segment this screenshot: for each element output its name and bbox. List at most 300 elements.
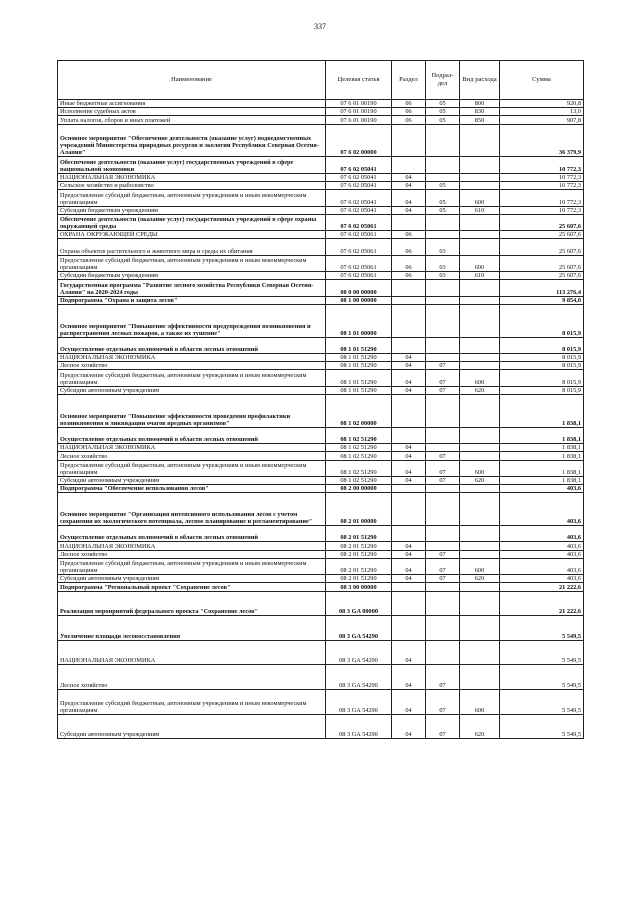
row-exp-type: 620 <box>460 476 500 484</box>
row-code: 07 6 02 05041 <box>326 157 392 173</box>
row-sum: 8 015,9 <box>500 370 584 386</box>
row-section <box>392 304 426 337</box>
row-sum: 13,0 <box>500 108 584 116</box>
header-code: Целевая статья <box>326 61 392 100</box>
row-code: 08 0 00 00000 <box>326 280 392 296</box>
row-code: 08 2 01 51290 <box>326 550 392 558</box>
row-name: Субсидии бюджетным учреждениям <box>58 272 326 280</box>
row-exp-type <box>460 485 500 493</box>
row-subsection <box>426 214 460 230</box>
row-sum: 5 549,5 <box>500 616 584 641</box>
row-code: 07 6 02 05041 <box>326 173 392 181</box>
row-exp-type: 620 <box>460 386 500 394</box>
row-sum: 1 838,1 <box>500 394 584 427</box>
row-code: 08 1 02 51290 <box>326 476 392 484</box>
row-sum: 403,6 <box>500 542 584 550</box>
row-name: Обеспечение деятельности (оказание услуг) государственных учреждений в сфере национальной экономики <box>58 157 326 173</box>
row-name: Основное мероприятие "Повышение эффективности проведения профилактики возникновения и ликвидации очагов вредных организмов" <box>58 394 326 427</box>
table-row <box>58 558 584 574</box>
table-row <box>58 460 584 476</box>
row-exp-type: 600 <box>460 370 500 386</box>
row-sum: 1 838,1 <box>500 427 584 443</box>
table-row <box>58 190 584 206</box>
row-exp-type: 800 <box>460 100 500 108</box>
table-row <box>58 550 584 558</box>
table-row <box>58 296 584 304</box>
row-code: 07 6 02 05061 <box>326 272 392 280</box>
row-code: 07 6 02 05041 <box>326 181 392 189</box>
header-name: Наименование <box>58 61 326 100</box>
row-code: 07 6 02 05061 <box>326 239 392 255</box>
table-row <box>58 386 584 394</box>
row-section <box>392 214 426 230</box>
row-subsection <box>426 304 460 337</box>
row-exp-type: 850 <box>460 116 500 124</box>
row-sum: 403,6 <box>500 558 584 574</box>
row-subsection: 05 <box>426 116 460 124</box>
row-sum: 1 838,1 <box>500 476 584 484</box>
row-name: Основное мероприятие "Повышение эффективности предупреждения возникновения и распространения лесных пожаров, а также их тушение" <box>58 304 326 337</box>
table-row <box>58 427 584 443</box>
row-exp-type: 620 <box>460 714 500 739</box>
row-name: НАЦИОНАЛЬНАЯ ЭКОНОМИКА <box>58 640 326 665</box>
row-name: Предоставление субсидий бюджетным, автономным учреждениям и иным некоммерческим организациям <box>58 558 326 574</box>
row-name: Субсидии автономным учреждениям <box>58 476 326 484</box>
row-section: 04 <box>392 354 426 362</box>
row-code: 08 3 GA 54290 <box>326 690 392 715</box>
row-name: Подпрограмма "Охрана и защита лесов" <box>58 296 326 304</box>
row-code: 07 6 02 05041 <box>326 206 392 214</box>
row-code: 07 6 01 00190 <box>326 116 392 124</box>
row-subsection <box>426 173 460 181</box>
row-section: 04 <box>392 181 426 189</box>
table-row <box>58 255 584 271</box>
table-row <box>58 280 584 296</box>
row-section: 06 <box>392 231 426 239</box>
row-code: 08 1 02 51290 <box>326 460 392 476</box>
table-row <box>58 108 584 116</box>
row-section: 06 <box>392 239 426 255</box>
table-row <box>58 493 584 526</box>
table-header-row <box>58 61 584 100</box>
row-name: Лесное хозяйство <box>58 452 326 460</box>
row-sum: 1 838,1 <box>500 452 584 460</box>
row-code: 07 6 01 00190 <box>326 108 392 116</box>
row-name: Лесное хозяйство <box>58 665 326 690</box>
row-subsection: 05 <box>426 190 460 206</box>
row-sum: 907,8 <box>500 116 584 124</box>
table-row <box>58 444 584 452</box>
table-row <box>58 337 584 353</box>
row-subsection <box>426 296 460 304</box>
row-code: 08 1 01 00000 <box>326 304 392 337</box>
header-exp-type: Вид расхода <box>460 61 500 100</box>
row-name: Предоставление субсидий бюджетным, автономным учреждениям и иным некоммерческим организациям <box>58 190 326 206</box>
page-number: 337 <box>314 22 326 31</box>
row-code: 08 2 00 00000 <box>326 485 392 493</box>
row-sum: 403,6 <box>500 526 584 542</box>
row-sum: 5 549,5 <box>500 690 584 715</box>
table-row <box>58 526 584 542</box>
row-code: 08 1 01 51290 <box>326 370 392 386</box>
row-name: Осуществление отдельных полномочий в области лесных отношений <box>58 526 326 542</box>
row-subsection <box>426 542 460 550</box>
table-row <box>58 124 584 157</box>
row-subsection <box>426 444 460 452</box>
row-code: 07 6 02 05061 <box>326 231 392 239</box>
row-exp-type <box>460 550 500 558</box>
row-sum: 5 549,5 <box>500 640 584 665</box>
row-exp-type <box>460 231 500 239</box>
row-section <box>392 280 426 296</box>
row-section <box>392 394 426 427</box>
row-subsection <box>426 583 460 591</box>
header-subsection: Подраз- дел <box>426 61 460 100</box>
row-subsection: 07 <box>426 665 460 690</box>
row-code: 08 3 GA 54290 <box>326 714 392 739</box>
row-name: Подпрограмма "Обеспечение использования лесов" <box>58 485 326 493</box>
row-subsection <box>426 640 460 665</box>
row-subsection <box>426 124 460 157</box>
row-sum: 36 379,9 <box>500 124 584 157</box>
row-code: 08 1 02 51290 <box>326 452 392 460</box>
row-subsection: 07 <box>426 690 460 715</box>
row-section: 04 <box>392 476 426 484</box>
row-name: НАЦИОНАЛЬНАЯ ЭКОНОМИКА <box>58 542 326 550</box>
row-code: 08 1 02 51290 <box>326 427 392 443</box>
header-section: Раздел <box>392 61 426 100</box>
row-sum: 10 772,3 <box>500 173 584 181</box>
table-row <box>58 485 584 493</box>
row-sum: 25 607,6 <box>500 239 584 255</box>
row-section: 04 <box>392 690 426 715</box>
row-name: Реализация мероприятий федерального проекта "Сохранение лесов" <box>58 591 326 616</box>
row-subsection: 05 <box>426 181 460 189</box>
row-section: 04 <box>392 542 426 550</box>
row-section <box>392 337 426 353</box>
row-subsection: 07 <box>426 452 460 460</box>
row-sum: 10 772,3 <box>500 190 584 206</box>
row-exp-type: 600 <box>460 255 500 271</box>
header-sum: Сумма <box>500 61 584 100</box>
table-row <box>58 181 584 189</box>
row-code: 08 1 01 51290 <box>326 337 392 353</box>
table-row <box>58 157 584 173</box>
table-row <box>58 370 584 386</box>
table-row <box>58 362 584 370</box>
row-sum: 8 015,9 <box>500 362 584 370</box>
row-exp-type <box>460 427 500 443</box>
row-sum: 10 772,3 <box>500 181 584 189</box>
row-exp-type <box>460 173 500 181</box>
row-code: 08 2 01 51290 <box>326 526 392 542</box>
row-sum: 5 549,5 <box>500 665 584 690</box>
row-exp-type <box>460 526 500 542</box>
row-subsection <box>426 354 460 362</box>
row-code: 08 3 GA 54290 <box>326 665 392 690</box>
row-section <box>392 616 426 641</box>
row-subsection: 07 <box>426 714 460 739</box>
row-code: 08 3 GA 54290 <box>326 640 392 665</box>
row-subsection <box>426 157 460 173</box>
row-exp-type <box>460 640 500 665</box>
table-row <box>58 616 584 641</box>
row-exp-type <box>460 444 500 452</box>
row-section: 04 <box>392 550 426 558</box>
row-sum: 10 772,3 <box>500 206 584 214</box>
row-code: 07 6 02 05061 <box>326 214 392 230</box>
budget-table <box>57 60 584 739</box>
row-code: 08 2 01 51290 <box>326 575 392 583</box>
row-section: 04 <box>392 558 426 574</box>
row-subsection <box>426 231 460 239</box>
row-name: Уплата налогов, сборов и иных платежей <box>58 116 326 124</box>
row-exp-type <box>460 591 500 616</box>
table-row <box>58 272 584 280</box>
row-exp-type <box>460 354 500 362</box>
row-code: 08 1 00 00000 <box>326 296 392 304</box>
row-exp-type: 610 <box>460 272 500 280</box>
row-sum: 403,6 <box>500 550 584 558</box>
row-section: 06 <box>392 272 426 280</box>
table-row <box>58 452 584 460</box>
row-sum: 1 838,1 <box>500 444 584 452</box>
row-exp-type <box>460 493 500 526</box>
row-subsection <box>426 427 460 443</box>
row-section: 06 <box>392 100 426 108</box>
row-sum: 10 772,3 <box>500 157 584 173</box>
row-section <box>392 591 426 616</box>
row-sum: 8 015,9 <box>500 386 584 394</box>
table-row <box>58 173 584 181</box>
table-row <box>58 354 584 362</box>
row-code: 08 3 00 00000 <box>326 583 392 591</box>
row-section: 06 <box>392 116 426 124</box>
row-name: Осуществление отдельных полномочий в области лесных отношений <box>58 427 326 443</box>
row-subsection: 07 <box>426 386 460 394</box>
row-subsection: 07 <box>426 362 460 370</box>
row-sum: 1 838,1 <box>500 460 584 476</box>
row-sum: 25 607,6 <box>500 255 584 271</box>
row-name: Обеспечение деятельности (оказание услуг) государственных учреждений в сфере охраны окружающей среды <box>58 214 326 230</box>
row-code: 07 6 02 00000 <box>326 124 392 157</box>
table-row <box>58 714 584 739</box>
row-name: Предоставление субсидий бюджетным, автономным учреждениям и иным некоммерческим организациям <box>58 460 326 476</box>
row-name: Иные бюджетные ассигнования <box>58 100 326 108</box>
row-section: 04 <box>392 714 426 739</box>
row-sum: 25 607,6 <box>500 214 584 230</box>
row-exp-type <box>460 181 500 189</box>
row-name: Лесное хозяйство <box>58 550 326 558</box>
row-exp-type <box>460 665 500 690</box>
table-row <box>58 640 584 665</box>
row-exp-type <box>460 239 500 255</box>
row-subsection: 05 <box>426 206 460 214</box>
row-exp-type: 600 <box>460 460 500 476</box>
row-exp-type <box>460 296 500 304</box>
row-exp-type <box>460 214 500 230</box>
row-subsection <box>426 591 460 616</box>
table-row <box>58 214 584 230</box>
row-section <box>392 526 426 542</box>
row-section: 04 <box>392 206 426 214</box>
row-exp-type <box>460 583 500 591</box>
row-sum: 25 607,6 <box>500 272 584 280</box>
row-section: 06 <box>392 108 426 116</box>
row-section <box>392 485 426 493</box>
row-subsection <box>426 616 460 641</box>
table-row <box>58 575 584 583</box>
row-section: 04 <box>392 640 426 665</box>
row-name: Подпрограмма "Региональный проект "Сохранение лесов" <box>58 583 326 591</box>
row-name: ОХРАНА ОКРУЖАЮЩЕЙ СРЕДЫ <box>58 231 326 239</box>
row-sum: 8 015,9 <box>500 337 584 353</box>
table-row <box>58 239 584 255</box>
row-exp-type <box>460 157 500 173</box>
row-name: Лесное хозяйство <box>58 362 326 370</box>
row-name: Государственная программа "Развитие лесного хозяйства Республики Северная Осетия-Алания" на 2020-2024 годы <box>58 280 326 296</box>
table-row <box>58 542 584 550</box>
row-name: Основное мероприятие "Обеспечение деятельности (оказание услуг) подведомственных учреждений Министерства природных ресурсов и экологии Республики Северная Осетия-Алания" <box>58 124 326 157</box>
row-code: 07 6 02 05041 <box>326 190 392 206</box>
row-name: НАЦИОНАЛЬНАЯ ЭКОНОМИКА <box>58 354 326 362</box>
row-section: 04 <box>392 444 426 452</box>
row-code: 08 2 01 51290 <box>326 558 392 574</box>
row-name: НАЦИОНАЛЬНАЯ ЭКОНОМИКА <box>58 173 326 181</box>
row-exp-type: 600 <box>460 190 500 206</box>
row-exp-type: 830 <box>460 108 500 116</box>
row-name: Субсидии бюджетным учреждениям <box>58 206 326 214</box>
row-subsection: 05 <box>426 100 460 108</box>
table-row <box>58 116 584 124</box>
row-code: 07 6 02 05061 <box>326 255 392 271</box>
row-name: Сельское хозяйство и рыболовство <box>58 181 326 189</box>
row-name: Субсидии автономным учреждениям <box>58 386 326 394</box>
row-section: 04 <box>392 452 426 460</box>
row-exp-type: 600 <box>460 690 500 715</box>
row-section <box>392 124 426 157</box>
row-subsection: 07 <box>426 370 460 386</box>
row-name: Предоставление субсидий бюджетным, автономным учреждениям и иным некоммерческим организациям <box>58 370 326 386</box>
row-sum: 920,8 <box>500 100 584 108</box>
row-section: 04 <box>392 370 426 386</box>
row-exp-type <box>460 452 500 460</box>
row-sum: 403,6 <box>500 493 584 526</box>
row-name: Исполнение судебных актов <box>58 108 326 116</box>
row-code: 08 1 02 00000 <box>326 394 392 427</box>
row-section <box>392 493 426 526</box>
row-sum: 25 607,6 <box>500 231 584 239</box>
row-section: 04 <box>392 362 426 370</box>
table-row <box>58 304 584 337</box>
row-section: 04 <box>392 386 426 394</box>
table-row <box>58 665 584 690</box>
row-sum: 403,6 <box>500 485 584 493</box>
row-section: 04 <box>392 575 426 583</box>
row-sum: 403,6 <box>500 575 584 583</box>
row-exp-type <box>460 362 500 370</box>
row-subsection <box>426 485 460 493</box>
row-name: Предоставление субсидий бюджетным, автономным учреждениям и иным некоммерческим организациям <box>58 255 326 271</box>
row-name: Охрана объектов растительного и животного мира и среды их обитания <box>58 239 326 255</box>
row-exp-type <box>460 280 500 296</box>
row-exp-type <box>460 337 500 353</box>
row-code: 08 1 01 51290 <box>326 362 392 370</box>
row-section: 06 <box>392 255 426 271</box>
row-sum: 8 015,9 <box>500 354 584 362</box>
row-subsection: 03 <box>426 272 460 280</box>
row-section: 04 <box>392 190 426 206</box>
row-code: 08 1 01 51290 <box>326 354 392 362</box>
row-sum: 8 015,9 <box>500 304 584 337</box>
row-section: 04 <box>392 173 426 181</box>
row-subsection: 07 <box>426 550 460 558</box>
row-section <box>392 157 426 173</box>
row-name: Субсидии автономным учреждениям <box>58 714 326 739</box>
row-code: 08 1 02 51290 <box>326 444 392 452</box>
row-sum: 9 854,0 <box>500 296 584 304</box>
row-code: 08 1 01 51290 <box>326 386 392 394</box>
row-subsection: 07 <box>426 460 460 476</box>
row-sum: 21 222,6 <box>500 591 584 616</box>
row-exp-type <box>460 542 500 550</box>
row-name: Увеличение площади лесовосстановления <box>58 616 326 641</box>
row-code: 08 3 GA 54290 <box>326 616 392 641</box>
row-code: 07 6 01 00190 <box>326 100 392 108</box>
row-name: Основное мероприятие "Организация интенсивного использования лесов с учетом сохранения их экологического потенциала, лесное планирование и регламентирование" <box>58 493 326 526</box>
row-subsection <box>426 493 460 526</box>
row-subsection: 07 <box>426 575 460 583</box>
row-section <box>392 583 426 591</box>
row-subsection: 05 <box>426 108 460 116</box>
row-section <box>392 296 426 304</box>
row-section: 04 <box>392 460 426 476</box>
row-subsection <box>426 526 460 542</box>
row-subsection <box>426 394 460 427</box>
row-code: 08 3 GA 00000 <box>326 591 392 616</box>
row-sum: 5 549,5 <box>500 714 584 739</box>
row-sum: 113 276,4 <box>500 280 584 296</box>
row-subsection <box>426 337 460 353</box>
row-name: Осуществление отдельных полномочий в области лесных отношений <box>58 337 326 353</box>
table-row <box>58 476 584 484</box>
row-subsection: 07 <box>426 558 460 574</box>
row-exp-type <box>460 304 500 337</box>
row-name: НАЦИОНАЛЬНАЯ ЭКОНОМИКА <box>58 444 326 452</box>
table-row <box>58 583 584 591</box>
row-section <box>392 427 426 443</box>
row-section: 04 <box>392 665 426 690</box>
row-subsection: 03 <box>426 239 460 255</box>
table-row <box>58 231 584 239</box>
row-exp-type <box>460 616 500 641</box>
row-exp-type: 600 <box>460 558 500 574</box>
row-exp-type <box>460 394 500 427</box>
row-code: 08 2 01 51290 <box>326 542 392 550</box>
table-row <box>58 206 584 214</box>
row-subsection: 03 <box>426 255 460 271</box>
row-exp-type <box>460 124 500 157</box>
row-name: Субсидии автономным учреждениям <box>58 575 326 583</box>
row-code: 08 2 01 00000 <box>326 493 392 526</box>
row-exp-type: 610 <box>460 206 500 214</box>
row-exp-type: 620 <box>460 575 500 583</box>
table-row <box>58 591 584 616</box>
row-name: Предоставление субсидий бюджетным, автономным учреждениям и иным некоммерческим организациям <box>58 690 326 715</box>
table-row <box>58 100 584 108</box>
table-row <box>58 394 584 427</box>
row-subsection <box>426 280 460 296</box>
